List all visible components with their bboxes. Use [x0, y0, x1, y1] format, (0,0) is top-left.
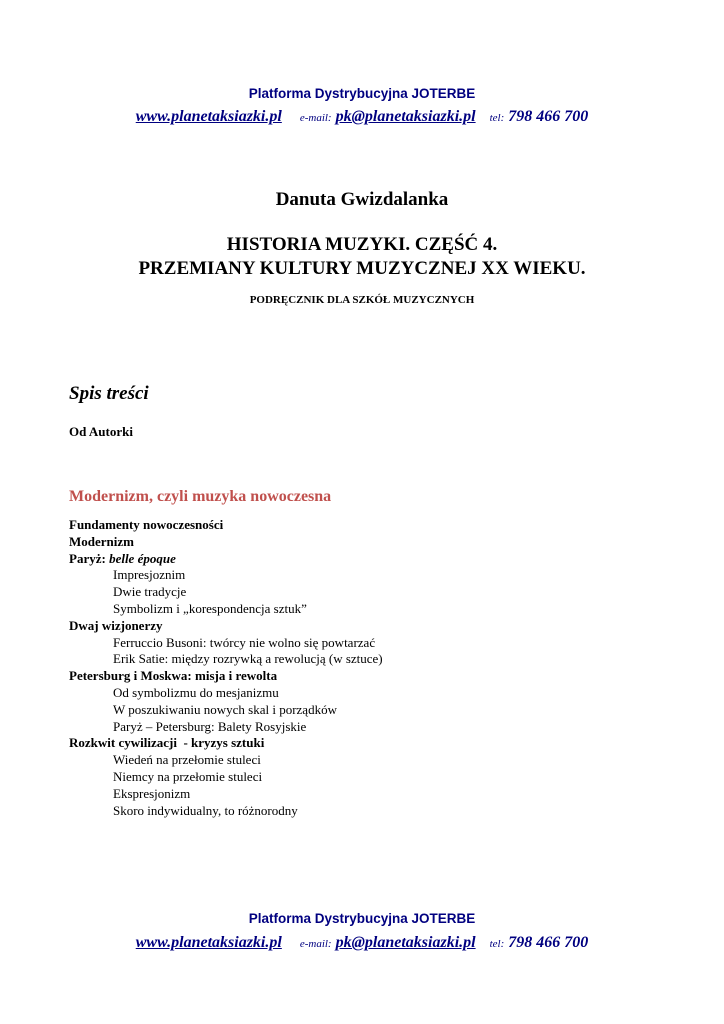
footer-email-label: e-mail: [299, 938, 332, 950]
toc-heading: Spis treści [69, 383, 149, 404]
book-title-line-1: HISTORIA MUZYKI. CZĘŚĆ 4. [226, 234, 498, 255]
toc-entry: Modernizm [69, 533, 134, 549]
toc-subentry: Dwie tradycje [113, 584, 187, 600]
header-tel-label: tel: [489, 112, 505, 124]
header-contact-line [0, 108, 724, 126]
book-author: Danuta Gwizdalanka [275, 189, 449, 210]
toc-entry: Petersburg i Moskwa: misja i rewolta [69, 668, 278, 684]
toc-entry: Dwaj wizjonerzy [69, 617, 163, 633]
header-platform-name: Platforma Dystrybucyjna JOTERBE [248, 86, 476, 101]
footer-contact-line [0, 934, 724, 952]
toc-section-heading: Modernizm, czyli muzyka nowoczesna [69, 488, 332, 505]
header-tel-number: 798 466 700 [508, 108, 589, 125]
header-email-link[interactable]: pk@planetaksiazki.pl [335, 108, 476, 125]
toc-subentry: Symbolizm i „korespondencja sztuk” [113, 600, 307, 616]
footer-tel-label: tel: [489, 938, 505, 950]
toc-entry: Rozkwit cywilizacji - kryzys sztuki [69, 735, 265, 751]
toc-subentry: Impresjoznim [113, 567, 186, 583]
footer-tel-number: 798 466 700 [508, 934, 589, 951]
footer-website-link[interactable]: www.planetaksiazki.pl [135, 934, 282, 951]
toc-subentry: Erik Satie: między rozrywką a rewolucją (w sztuce) [113, 651, 383, 667]
toc-entry: Fundamenty nowoczesności [69, 517, 224, 532]
header-email-label: e-mail: [299, 112, 332, 124]
footer-platform-name: Platforma Dystrybucyjna JOTERBE [248, 911, 476, 926]
toc-subentry: Skoro indywidualny, to różnorodny [113, 802, 298, 818]
toc-entry: Paryż: belle époque [69, 550, 176, 566]
toc-subentry: Ferruccio Busoni: twórcy nie wolno się powtarzać [113, 634, 376, 650]
toc-intro-entry: Od Autorki [69, 424, 133, 439]
footer-email-link[interactable]: pk@planetaksiazki.pl [335, 934, 476, 951]
toc-subentry: Od symbolizmu do mesjanizmu [113, 684, 279, 700]
toc-subentry: Niemcy na przełomie stuleci [113, 768, 263, 784]
toc-subentry: Paryż – Petersburg: Balety Rosyjskie [113, 718, 307, 734]
toc-subentry: Wiedeń na przełomie stuleci [113, 752, 261, 768]
toc-list [69, 517, 669, 819]
book-subtitle: PODRĘCZNIK DLA SZKÓŁ MUZYCZNYCH [249, 294, 475, 306]
book-title-line-2: PRZEMIANY KULTURY MUZYCZNEJ XX WIEKU. [138, 258, 586, 279]
toc-subentry: W poszukiwaniu nowych skal i porządków [113, 701, 337, 717]
toc-subentry: Ekspresjonizm [113, 785, 191, 801]
header-website-link[interactable]: www.planetaksiazki.pl [135, 108, 282, 125]
